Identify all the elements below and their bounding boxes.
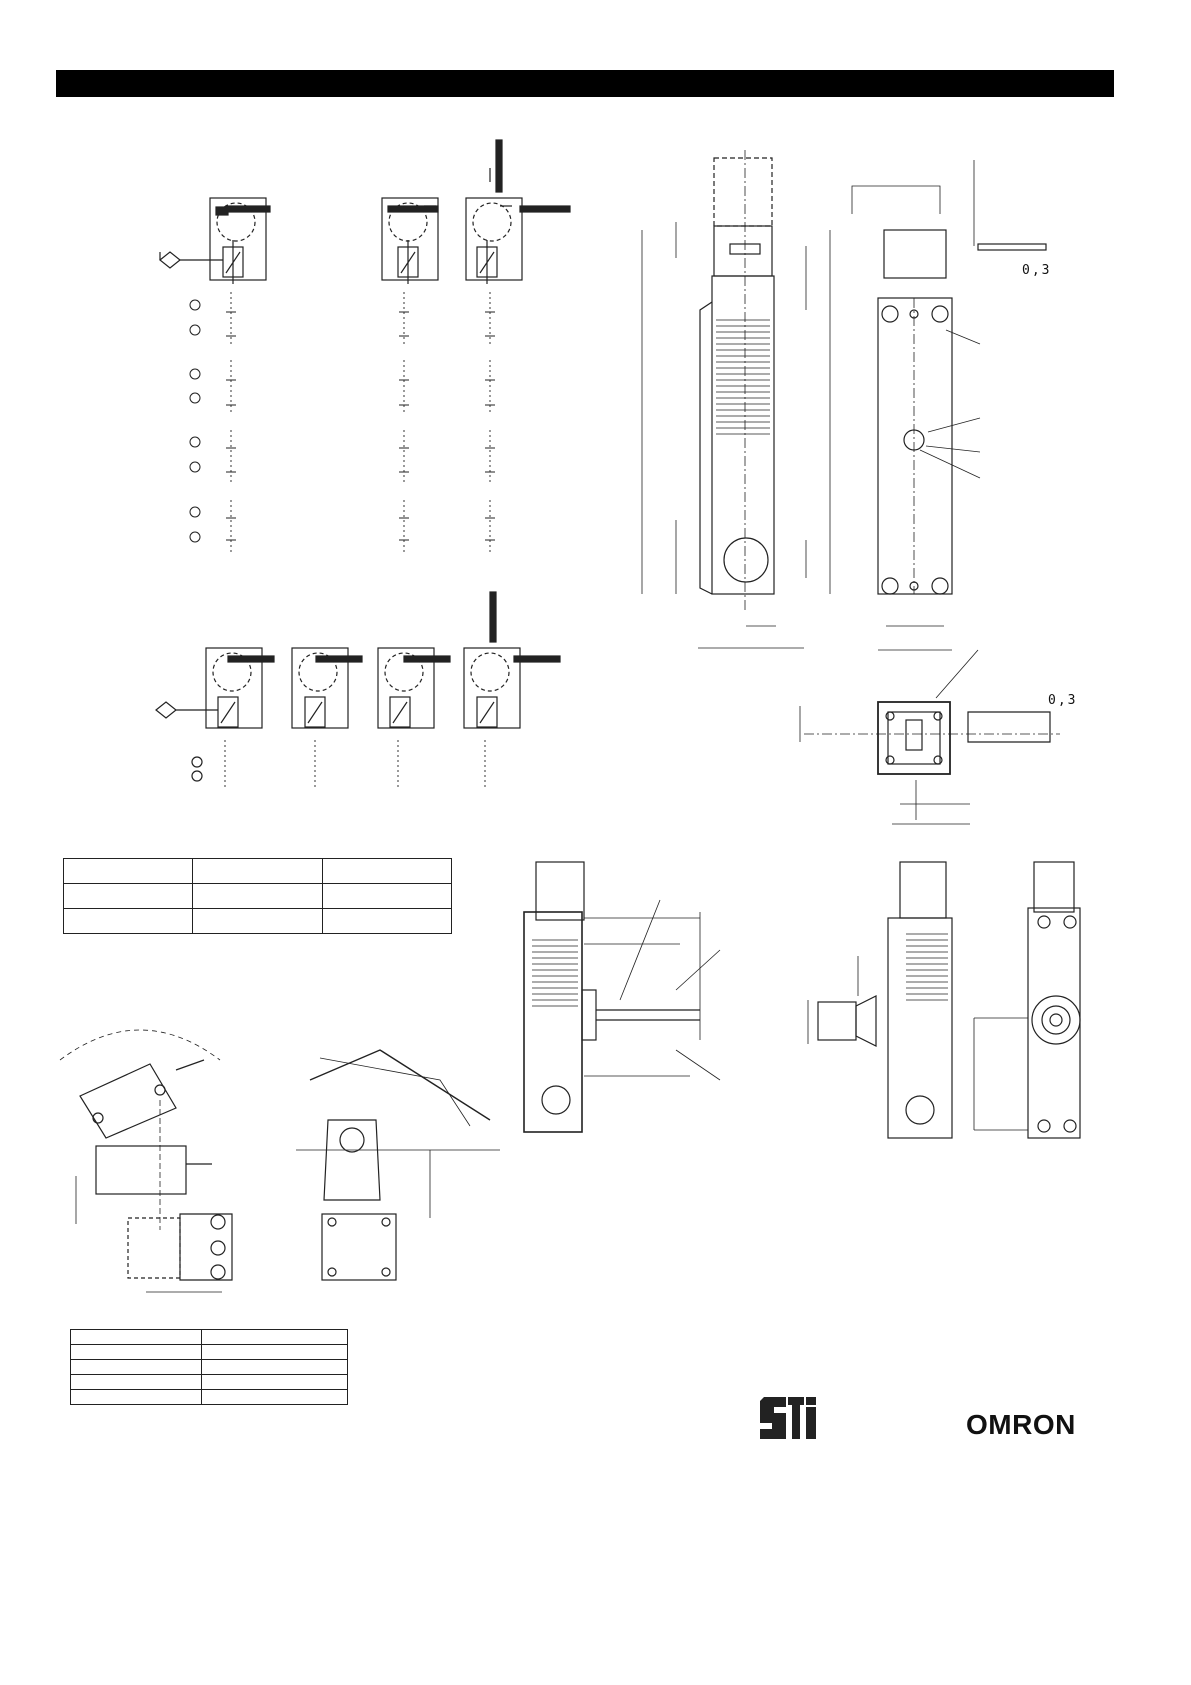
table-row — [64, 859, 452, 884]
schematic-group-upper — [160, 140, 570, 552]
omron-logo: OMRON — [966, 1409, 1076, 1440]
table-row — [64, 909, 452, 934]
table-row — [71, 1345, 348, 1360]
install-diagram-left — [60, 1030, 232, 1292]
install-diagram-right — [296, 1050, 500, 1280]
schematic-group-lower — [156, 592, 560, 790]
contacts-col1 — [190, 300, 200, 542]
sti-logo — [760, 1397, 818, 1439]
table-row — [71, 1375, 348, 1390]
side-view-key — [524, 862, 720, 1132]
table-top — [63, 858, 452, 934]
table-row — [71, 1330, 348, 1345]
tolerance-label-top: 0,3 — [1022, 263, 1052, 278]
bottom-view — [800, 650, 1060, 824]
front-view-left — [642, 150, 830, 648]
tolerance-label-bottom: 0,3 — [1048, 693, 1078, 708]
table-row — [64, 884, 452, 909]
table-row — [71, 1360, 348, 1375]
side-view-right — [808, 862, 1080, 1138]
table-bottom — [70, 1329, 348, 1405]
front-view-right — [852, 160, 1046, 650]
table-row — [71, 1390, 348, 1405]
